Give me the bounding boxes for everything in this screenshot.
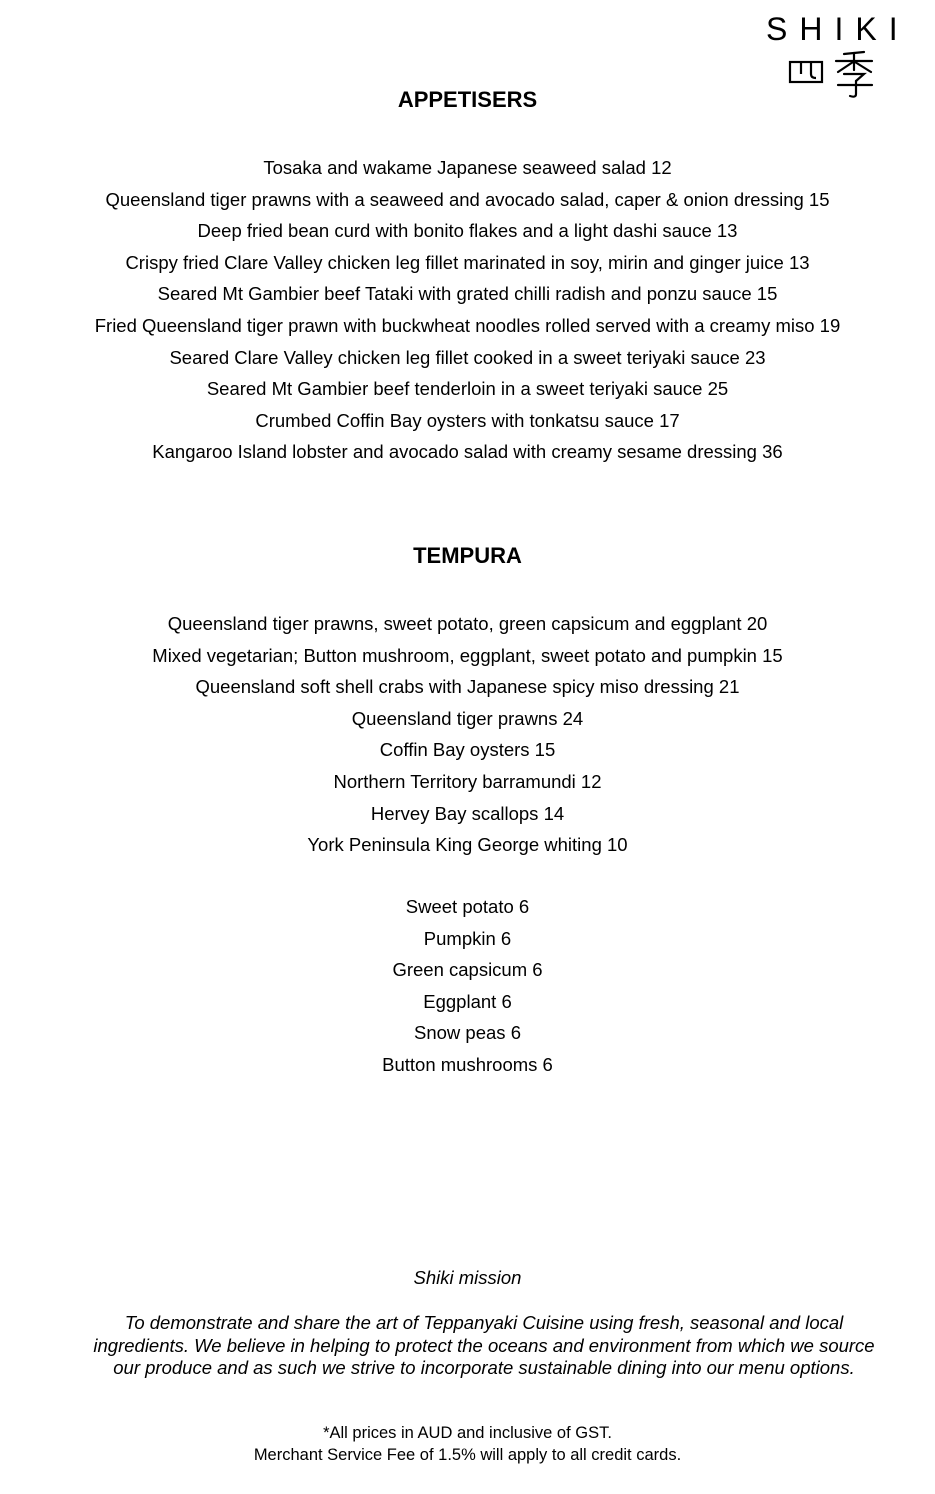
menu-item: Seared Mt Gambier beef tenderloin in a sweet teriyaki sauce 25 <box>206 378 729 400</box>
menu-item: Queensland tiger prawns, sweet potato, green capsicum and eggplant 20 <box>167 613 768 634</box>
menu-item: Kangaroo Island lobster and avocado salad with creamy sesame dressing 36 <box>152 441 783 463</box>
menu-item: Queensland tiger prawns with a seaweed and avocado salad, caper & onion dressing 15 <box>105 188 830 210</box>
menu-item: Green capsicum 6 <box>392 959 543 981</box>
menu-item: Queensland soft shell crabs with Japanese spicy miso dressing 21 <box>195 676 740 698</box>
merchant-fee-note: Merchant Service Fee of 1.5% will apply to all credit cards. <box>253 1446 682 1464</box>
mission-title: Shiki mission <box>413 1267 522 1288</box>
menu-item: Hervey Bay scallops 14 <box>370 802 565 824</box>
appetisers-list <box>0 152 935 468</box>
menu-item: Pumpkin 6 <box>423 927 512 949</box>
menu-item: Fried Queensland tiger prawn with buckwheat noodles rolled served with a creamy miso 19 <box>94 314 841 336</box>
appetisers-heading: APPETISERS <box>397 87 538 112</box>
menu-item: Snow peas 6 <box>414 1022 521 1044</box>
menu-item: Sweet potato 6 <box>405 896 530 917</box>
mission-statement: To demonstrate and share the art of Teppanyaki Cuisine using fresh, seasonal and local ingredients. We believe in helping to protect the oceans and environment from which we source our produce and as such we strive to incorporate sustainable dining into our menu options. <box>93 1312 875 1378</box>
menu-item: Seared Clare Valley chicken leg fillet cooked in a sweet teriyaki sauce 23 <box>169 346 766 368</box>
tempura-vegetables-list <box>0 891 935 1081</box>
menu-item: Eggplant 6 <box>423 990 512 1012</box>
menu-item: Crispy fried Clare Valley chicken leg fillet marinated in soy, mirin and ginger juice 13 <box>125 251 810 273</box>
gst-note: *All prices in AUD and inclusive of GST. <box>323 1424 612 1442</box>
menu-item: Crumbed Coffin Bay oysters with tonkatsu sauce 17 <box>255 409 680 431</box>
menu-item: Deep fried bean curd with bonito flakes and a light dashi sauce 13 <box>197 220 738 242</box>
menu-item: Tosaka and wakame Japanese seaweed salad 12 <box>263 157 672 178</box>
tempura-heading: TEMPURA <box>413 543 522 568</box>
menu-item: Seared Mt Gambier beef Tataki with grated chilli radish and ponzu sauce 15 <box>157 283 778 305</box>
menu-item: Northern Territory barramundi 12 <box>333 770 602 792</box>
price-footnote <box>0 1422 935 1466</box>
logo-wordmark: SHIKI <box>766 11 910 47</box>
menu-item: Mixed vegetarian; Button mushroom, eggplant, sweet potato and pumpkin 15 <box>152 644 783 666</box>
shiki-logo <box>766 11 910 92</box>
tempura-list <box>0 608 935 861</box>
menu-item: York Peninsula King George whiting 10 <box>307 834 628 856</box>
menu-item: Button mushrooms 6 <box>382 1053 553 1075</box>
menu-item: Queensland tiger prawns 24 <box>351 707 584 729</box>
menu-item: Coffin Bay oysters 15 <box>379 739 556 761</box>
